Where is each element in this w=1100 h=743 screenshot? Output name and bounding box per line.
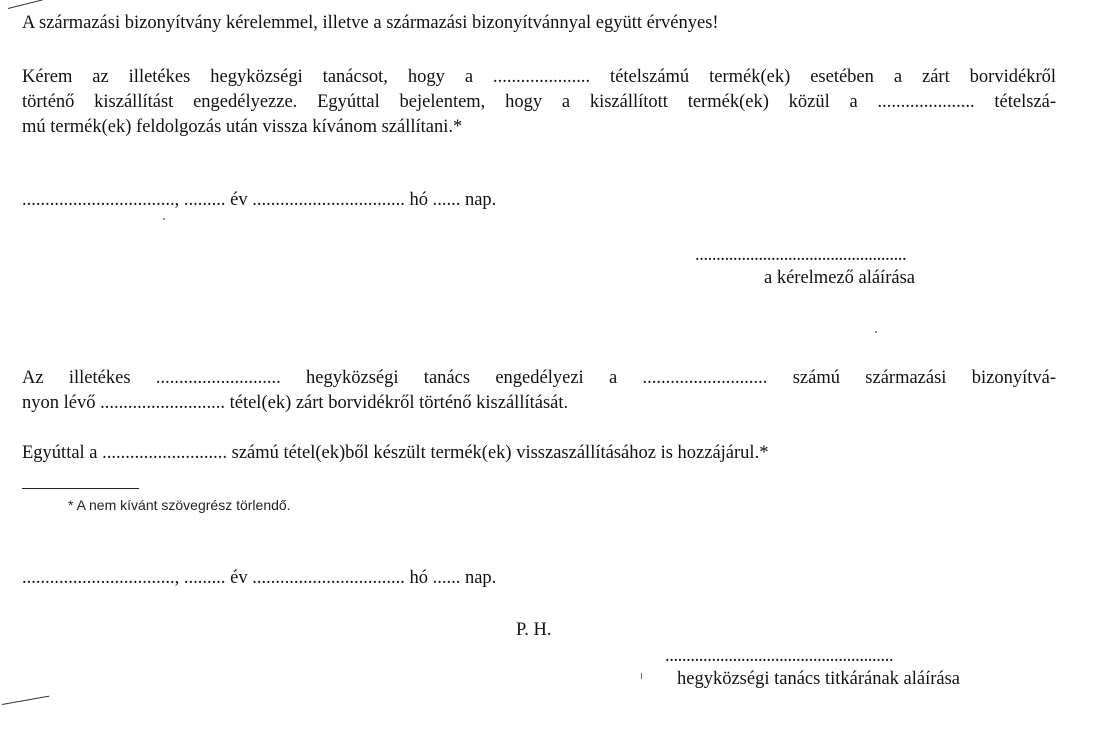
approval-paragraph-line-2: nyon lévő ........................... tétel(ek) zárt borvidékről történő kiszállítását. <box>22 393 569 413</box>
validity-note: A származási bizonyítvány kérelemmel, illetve a származási bizonyítvánnyal együtt érvényes! <box>22 13 719 33</box>
applicant-signature-label: a kérelmező aláírása <box>764 268 915 288</box>
footnote-text: * A nem kívánt szövegrész törlendő. <box>68 497 291 513</box>
date-line-applicant: ................................., ......... év ................................. hó ...... nap. <box>22 190 497 210</box>
applicant-signature-dots: .................................................. <box>695 245 907 265</box>
request-paragraph-line-2: történő kiszállítást engedélyezze. Egyúttal bejelentem, hogy a kiszállított termék(ek) közül a ..................... tételszá- <box>22 92 1056 112</box>
request-paragraph-line-1: Kérem az illetékes hegyközségi tanácsot, hogy a ..................... tételszámú termék(ek) esetében a zárt borvidékről <box>22 67 1056 87</box>
secretary-signature-label: hegyközségi tanács titkárának aláírása <box>677 669 961 689</box>
date-line-council: ................................., ......... év ................................. hó ...... nap. <box>22 568 497 588</box>
scan-mark-bottom-left <box>2 696 49 705</box>
approval-paragraph-line-3: Egyúttal a ........................... számú tétel(ek)ből készült termék(ek) visszaszállításához is hozzájárul.* <box>22 443 769 463</box>
request-paragraph-line-3: mú termék(ek) feldolgozás után vissza kívánom szállítani.* <box>22 117 463 137</box>
footnote-rule <box>22 488 139 489</box>
secretary-signature-dots: ...................................................... <box>665 646 894 666</box>
approval-paragraph-line-1: Az illetékes ........................... hegyközségi tanács engedélyezi a ........................... számú származási bizonyítvá- <box>22 368 1056 388</box>
scan-speck <box>641 673 642 679</box>
scan-speck <box>163 218 165 220</box>
scan-speck <box>875 331 877 333</box>
scan-mark-top-left <box>8 0 43 9</box>
stamp-placeholder: P. H. <box>516 620 552 640</box>
